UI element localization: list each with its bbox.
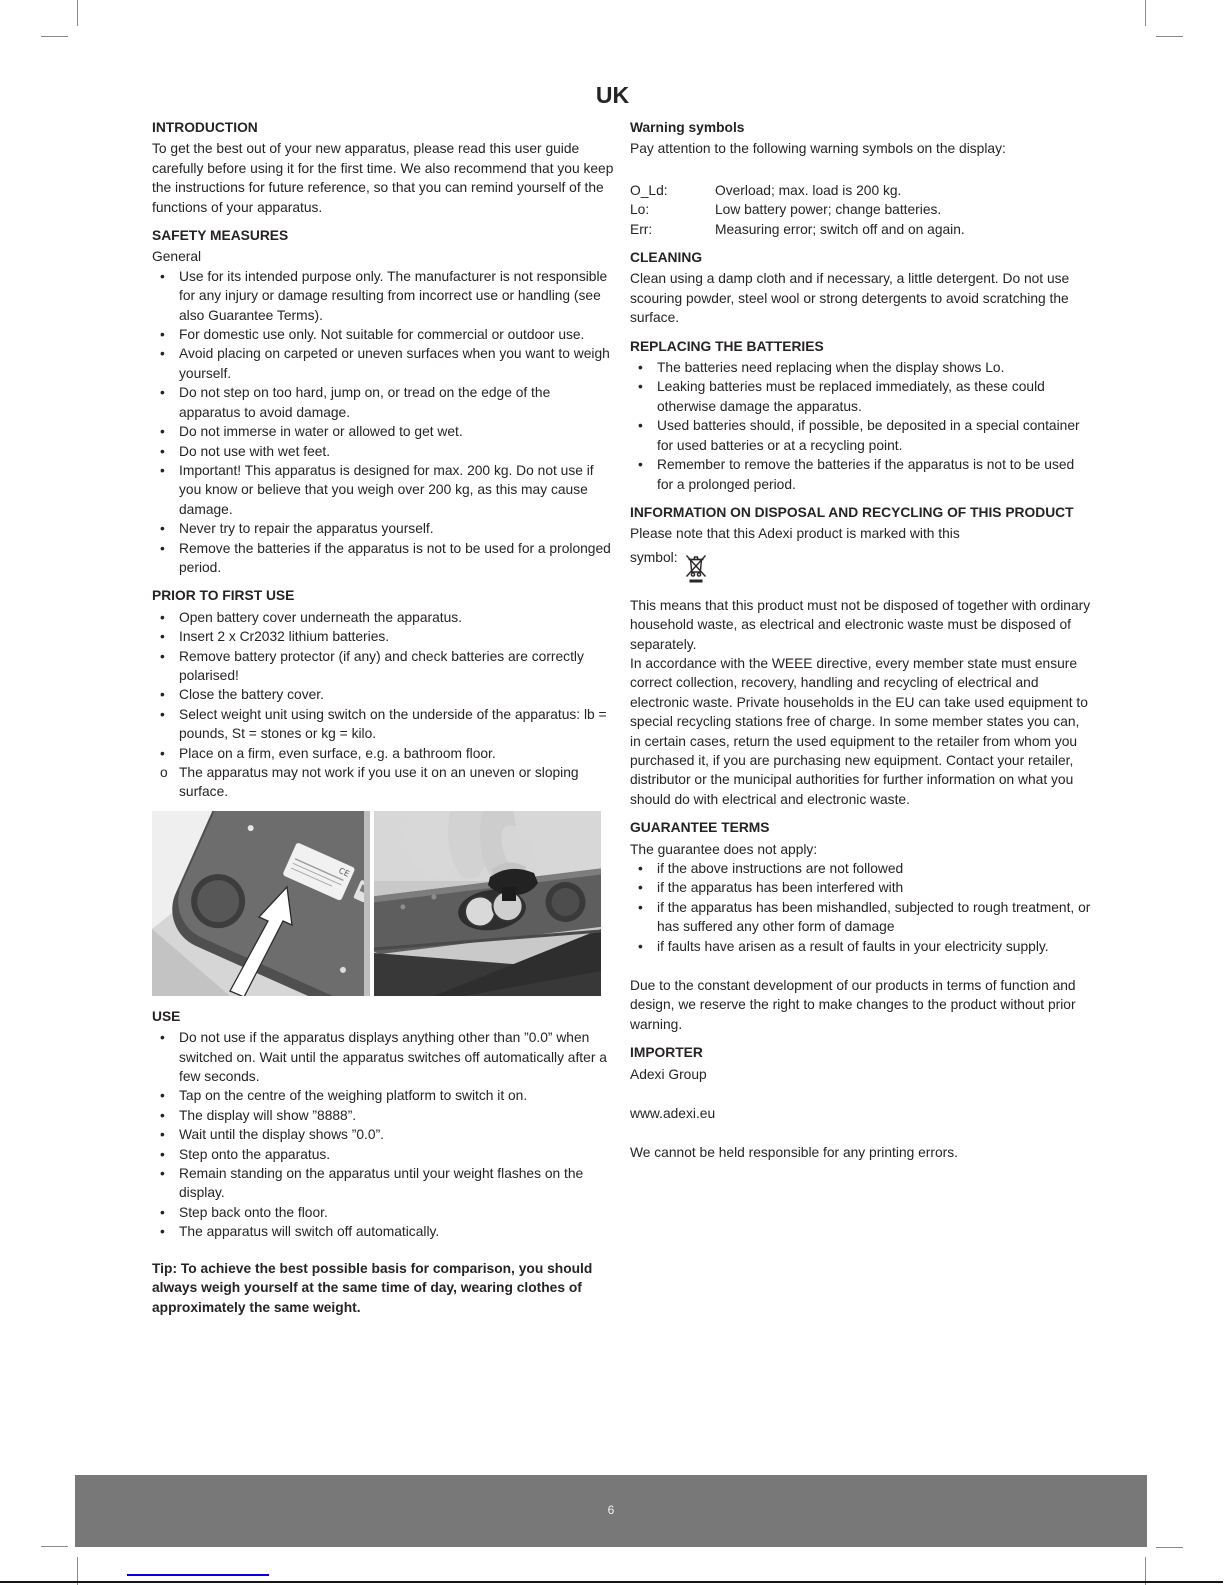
list-item: • Used batteries should, if possible, be deposited in a special container for used batteries or at a recycling point. <box>630 416 1092 455</box>
cleaning-heading: CLEANING <box>630 250 703 266</box>
list-item: • Important! This apparatus is designed for max. 200 kg. Do not use if you know or believe that you weigh over 200 kg, as this may cause damage. <box>152 461 614 519</box>
list-item: • if the above instructions are not followed <box>630 859 1092 878</box>
list-item: • if the apparatus has been mishandled, subjected to rough treatment, or has suffered any other form of damage <box>630 898 1092 937</box>
list-item: • Step onto the apparatus. <box>152 1145 614 1164</box>
list-item: • Use for its intended purpose only. The manufacturer is not responsible for any injury or damage resulting from incorrect use or handling (see also Guarantee Terms). <box>152 267 614 325</box>
table-row <box>630 181 1092 200</box>
weee-crossed-out-bin-icon <box>684 550 708 584</box>
guarantee-list <box>630 859 1092 956</box>
list-item: • The display will show ”8888”. <box>152 1106 614 1125</box>
list-item: • Open battery cover underneath the apparatus. <box>152 608 614 627</box>
list-item: • Step back onto the floor. <box>152 1203 614 1222</box>
list-item: • Do not use with wet feet. <box>152 442 614 461</box>
warning-symbols-intro: Pay attention to the following warning symbols on the display: <box>630 141 1006 157</box>
prior-heading: PRIOR TO FIRST USE <box>152 588 295 604</box>
list-item: • Remember to remove the batteries if the apparatus is not to be used for a prolonged period. <box>630 455 1092 494</box>
safety-list <box>152 267 614 578</box>
battery-replacement-photo <box>374 811 601 996</box>
printing-errors-disclaimer: We cannot be held responsible for any printing errors. <box>630 1145 958 1161</box>
warning-code: Lo: <box>630 202 650 218</box>
footer-bar <box>75 1475 1147 1547</box>
disposal-para-2: In accordance with the WEEE directive, every member state must ensure correct collection, recovery, handling and recycling of electrical and electronic waste. Private households in the EU can take used equipment to special recycling stations free of charge. In some member states you can, in certain cases, return the used equipment to the retailer from whom you purchased it, if you are purchasing new equipment. Contact your retailer, distributor or the municipal authorities for further information on what you should do with electrical and electronic waste. <box>630 655 1088 807</box>
list-item: • Select weight unit using switch on the underside of the apparatus: lb = pounds, St = stones or kg = kilo. <box>152 705 614 744</box>
list-item: • Do not use if the apparatus displays anything other than ”0.0” when switched on. Wait until the apparatus switches off automatically after a few seconds. <box>152 1028 614 1086</box>
list-item: • if the apparatus has been interfered with <box>630 878 1092 897</box>
page-bottom-edge-line <box>0 1581 1223 1583</box>
list-item: • Avoid placing on carpeted or uneven surfaces when you want to weigh yourself. <box>152 344 614 383</box>
list-item-note: o The apparatus may not work if you use it on an uneven or sloping surface. <box>152 763 614 802</box>
use-heading: USE <box>152 1008 181 1024</box>
warning-desc: Low battery power; change batteries. <box>715 202 942 218</box>
crop-mark-top-left-horizontal <box>41 36 68 37</box>
footer-link-underline[interactable] <box>127 1574 269 1576</box>
list-item: • For domestic use only. Not suitable for commercial or outdoor use. <box>152 325 614 344</box>
disposal-heading: INFORMATION ON DISPOSAL AND RECYCLING OF THIS PRODUCT <box>630 504 1074 520</box>
list-item: • Never try to repair the apparatus yourself. <box>152 519 614 538</box>
symbol-label: symbol: <box>630 549 678 565</box>
list-item: • if faults have arisen as a result of faults in your electricity supply. <box>630 937 1092 956</box>
list-item: • Wait until the display shows ”0.0”. <box>152 1125 614 1144</box>
crop-mark-top-left-vertical <box>77 0 78 26</box>
batteries-heading: REPLACING THE BATTERIES <box>630 338 824 354</box>
importer-name: Adexi Group <box>630 1066 707 1082</box>
list-item: • Place on a firm, even surface, e.g. a bathroom floor. <box>152 744 614 763</box>
development-notice: Due to the constant development of our products in terms of function and design, we reserve the right to make changes to the product without prior warning. <box>630 978 1076 1032</box>
batteries-list <box>630 358 1092 494</box>
crop-mark-top-right-horizontal <box>1156 36 1183 37</box>
table-row <box>630 200 1092 219</box>
list-item: • Leaking batteries must be replaced immediately, as these could otherwise damage the apparatus. <box>630 377 1092 416</box>
instruction-figures <box>152 811 614 996</box>
disposal-symbol-line <box>630 548 1092 584</box>
list-item: • Do not step on too hard, jump on, or tread on the edge of the apparatus to avoid damage. <box>152 383 614 422</box>
cleaning-body: Clean using a damp cloth and if necessary, a little detergent. Do not use scouring powder, steel wool or strong detergents to avoid scratching the surface. <box>630 271 1070 326</box>
warning-symbols-table <box>630 181 1092 239</box>
right-column <box>630 118 1092 1163</box>
svg-text:CE: CE <box>337 865 351 879</box>
guarantee-heading: GUARANTEE TERMS <box>630 820 770 836</box>
left-column <box>152 118 614 1317</box>
tip-paragraph: Tip: To achieve the best possible basis for comparison, you should always weigh yourself at the same time of day, wearing clothes of approximately the same weight. <box>152 1260 593 1315</box>
use-list <box>152 1028 614 1241</box>
prior-list <box>152 608 614 802</box>
warning-desc: Overload; max. load is 200 kg. <box>715 182 902 198</box>
crop-mark-bottom-left-horizontal <box>41 1546 68 1547</box>
introduction-heading: INTRODUCTION <box>152 120 258 135</box>
list-item: • Remove the batteries if the apparatus is not to be used for a prolonged period. <box>152 539 614 578</box>
page-number: 6 <box>607 1503 615 1518</box>
table-row <box>630 220 1092 239</box>
importer-heading: IMPORTER <box>630 1045 703 1061</box>
disposal-para-1: This means that this product must not be disposed of together with ordinary household waste, as electrical and electronic waste must be disposed of separately. <box>630 597 1091 652</box>
list-item: • Remain standing on the apparatus until your weight flashes on the display. <box>152 1164 614 1203</box>
safety-heading: SAFETY MEASURES <box>152 228 289 244</box>
safety-subheading: General <box>152 249 202 265</box>
list-item: • Tap on the centre of the weighing platform to switch it on. <box>152 1086 614 1105</box>
page-title: UK <box>595 82 630 108</box>
list-item: • Do not immerse in water or allowed to get wet. <box>152 422 614 441</box>
warning-desc: Measuring error; switch off and on again. <box>715 221 965 237</box>
list-item: • Remove battery protector (if any) and check batteries are correctly polarised! <box>152 647 614 686</box>
importer-website: www.adexi.eu <box>630 1106 716 1122</box>
scale-underside-switch-photo <box>152 811 370 996</box>
guarantee-intro: The guarantee does not apply: <box>630 841 818 857</box>
list-item: • The apparatus will switch off automatically. <box>152 1222 614 1241</box>
crop-mark-top-right-vertical <box>1145 0 1146 26</box>
list-item: • The batteries need replacing when the display shows Lo. <box>630 358 1092 377</box>
warning-symbols-heading: Warning symbols <box>630 120 745 135</box>
list-item: • Close the battery cover. <box>152 685 614 704</box>
disposal-intro: Please note that this Adexi product is marked with this <box>630 526 960 542</box>
crop-mark-bottom-right-horizontal <box>1156 1547 1183 1548</box>
warning-code: O_Ld: <box>630 182 668 198</box>
introduction-body: To get the best out of your new apparatus, please read this user guide carefully before using it for the first time. We also recommend that you keep the instructions for future reference, so that you can remind yourself of the functions of your apparatus. <box>152 141 614 215</box>
warning-code: Err: <box>630 221 653 237</box>
list-item: • Insert 2 x Cr2032 lithium batteries. <box>152 627 614 646</box>
